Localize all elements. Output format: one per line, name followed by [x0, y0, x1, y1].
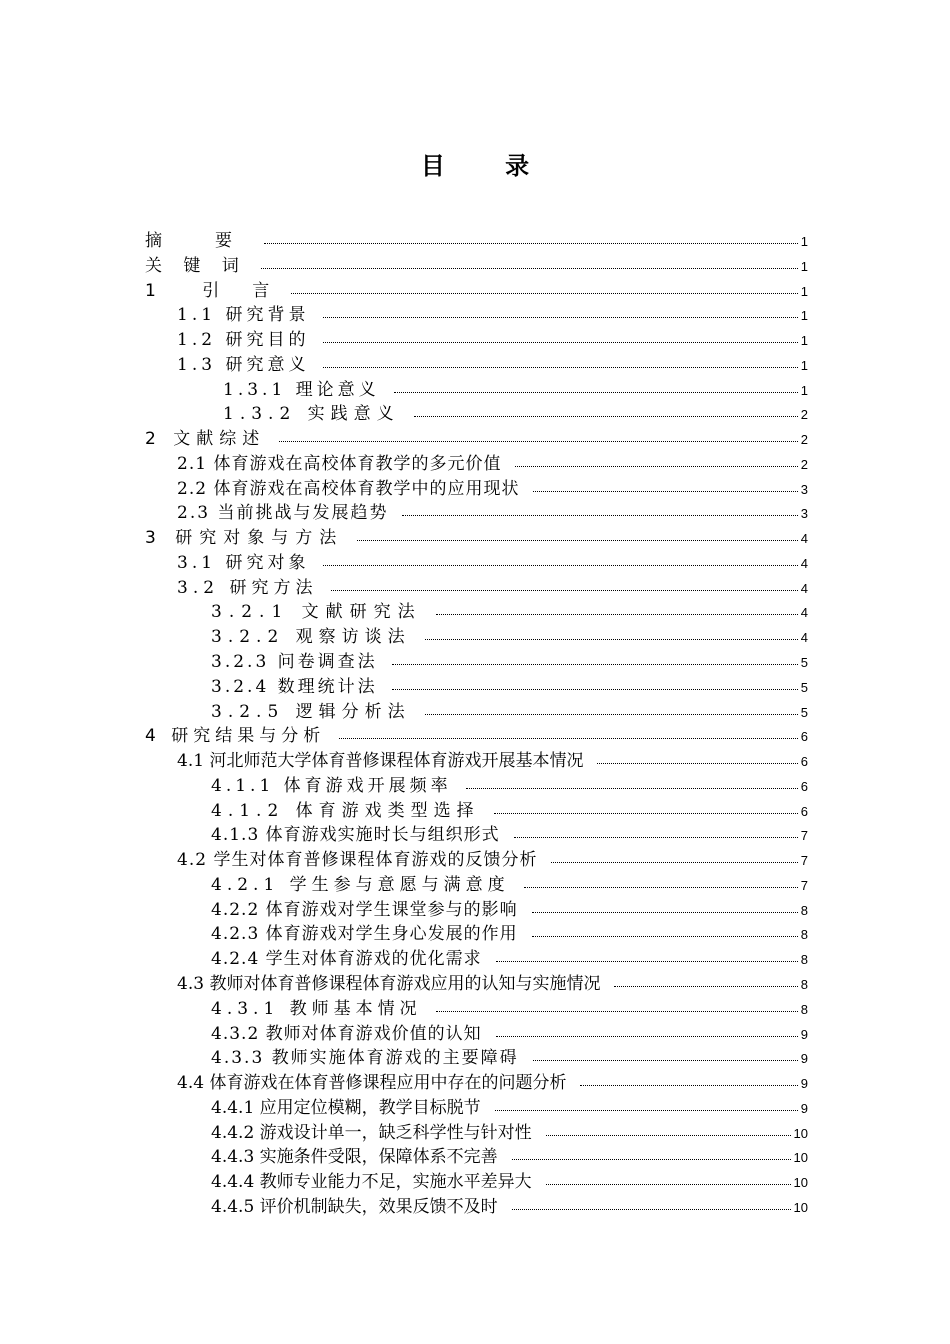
toc-dot-leader	[323, 565, 797, 566]
toc-entry[interactable]	[145, 501, 808, 526]
toc-entry[interactable]	[145, 972, 808, 997]
toc-dot-leader	[512, 1159, 791, 1160]
toc-page-number: 9	[800, 1026, 808, 1042]
toc-page-number: 9	[800, 1076, 808, 1092]
toc-dot-leader	[392, 689, 798, 690]
toc-dot-leader	[533, 1060, 798, 1061]
toc-entry[interactable]	[145, 279, 808, 304]
toc-dot-leader	[551, 862, 797, 863]
toc-dot-leader	[496, 1036, 798, 1037]
toc-page-number: 8	[800, 902, 808, 918]
toc-page-number: 2	[800, 456, 808, 472]
toc-page-number: 9	[800, 1100, 808, 1116]
toc-dot-leader	[394, 392, 798, 393]
toc-page-number: 6	[800, 754, 808, 770]
toc-page-number: 4	[800, 605, 808, 621]
toc-entry[interactable]	[145, 1121, 808, 1146]
toc-entry[interactable]	[145, 947, 808, 972]
toc-dot-leader	[494, 813, 798, 814]
toc-page-number: 1	[800, 234, 808, 249]
toc-dot-leader	[495, 1110, 798, 1111]
toc-entry[interactable]	[145, 378, 808, 403]
toc-page-number: 10	[793, 1175, 808, 1191]
toc-entry-label: 4.1.3 体育游戏实施时长与组织形式	[211, 825, 500, 846]
toc-dot-leader	[323, 342, 797, 343]
toc-entry[interactable]	[145, 402, 808, 427]
toc-page-number: 2	[800, 432, 808, 448]
toc-page-number: 1	[800, 283, 808, 299]
toc-entry[interactable]	[145, 353, 808, 378]
toc-entry-label: 4.1.1 体育游戏开展频率	[211, 775, 452, 796]
toc-page-number: 4	[800, 531, 808, 547]
toc-page-number: 8	[800, 976, 808, 992]
toc-entry[interactable]	[145, 1096, 808, 1121]
toc-page-number: 3	[800, 481, 808, 497]
toc-entry[interactable]	[145, 477, 808, 502]
toc-entry-label: 4.4.2 游戏设计单一，缺乏科学性与针对性	[211, 1122, 532, 1143]
toc-entry[interactable]	[145, 328, 808, 353]
toc-entry[interactable]	[145, 1071, 808, 1096]
toc-entry-label: 2.3 当前挑战与发展趋势	[177, 503, 389, 524]
toc-entry-label: 1.2 研究目的	[177, 330, 310, 351]
toc-entry[interactable]	[145, 873, 808, 898]
toc-entry-label: 4.4.5 评价机制缺失，效果反馈不及时	[211, 1196, 498, 1217]
toc-dot-leader	[402, 515, 797, 516]
toc-dot-leader	[546, 1184, 791, 1185]
toc-entry[interactable]	[145, 675, 808, 700]
toc-entry[interactable]	[145, 1145, 808, 1170]
toc-entry[interactable]	[145, 551, 808, 576]
toc-dot-leader	[414, 416, 798, 417]
toc-entry-label: 4.1.2 体育游戏类型选择	[211, 800, 480, 821]
toc-entry[interactable]	[145, 229, 808, 254]
toc-entry[interactable]	[145, 898, 808, 923]
toc-entry[interactable]	[145, 1195, 808, 1220]
toc-page-number: 1	[800, 357, 808, 373]
toc-entry-label: 4.2.4 学生对体育游戏的优化需求	[211, 949, 482, 970]
toc-page-number: 6	[800, 778, 808, 794]
toc-dot-leader	[496, 961, 798, 962]
toc-dot-leader	[279, 441, 798, 442]
toc-page-number: 1	[800, 382, 808, 398]
toc-entry[interactable]	[145, 700, 808, 725]
toc-entry-label: 2.1 体育游戏在高校体育教学的多元价值	[177, 453, 502, 474]
toc-entry[interactable]	[145, 650, 808, 675]
toc-dot-leader	[533, 491, 797, 492]
toc-entry[interactable]	[145, 1170, 808, 1195]
toc-page-number: 6	[800, 803, 808, 819]
toc-entry-label: 1 引 言	[145, 280, 278, 301]
toc-entry[interactable]	[145, 997, 808, 1022]
toc-page-number: 6	[800, 729, 808, 745]
toc-entry-label: 4.2 学生对体育普修课程体育游戏的反馈分析	[177, 850, 538, 871]
toc-page-number: 5	[800, 704, 808, 720]
toc-dot-leader	[466, 788, 798, 789]
toc-dot-leader	[339, 738, 798, 739]
toc-entry-label: 4.4.4 教师专业能力不足，实施水平差异大	[211, 1172, 532, 1193]
toc-page-number: 8	[800, 952, 808, 968]
toc-dot-leader	[357, 540, 798, 541]
toc-entry[interactable]	[145, 526, 808, 551]
toc-entry[interactable]	[145, 576, 808, 601]
toc-dot-leader	[331, 590, 797, 591]
toc-dot-leader	[614, 986, 797, 987]
table-of-contents	[145, 229, 808, 1220]
toc-entry-label: 4.3.1 教师基本情况	[211, 998, 422, 1019]
toc-dot-leader	[291, 293, 798, 294]
toc-entry-label: 4.2.1 学生参与意愿与满意度	[211, 874, 510, 895]
toc-entry-label: 3.2 研究方法	[177, 577, 318, 598]
toc-dot-leader	[532, 936, 798, 937]
toc-dot-leader	[323, 367, 797, 368]
toc-dot-leader	[392, 664, 798, 665]
toc-dot-leader	[261, 268, 798, 269]
toc-entry-label: 4.4.3 实施条件受限，保障体系不完善	[211, 1147, 498, 1168]
toc-entry-label: 4.3.2 教师对体育游戏价值的认知	[211, 1023, 482, 1044]
toc-dot-leader	[264, 243, 798, 244]
toc-entry-label: 1.1 研究背景	[177, 305, 310, 326]
toc-dot-leader	[546, 1135, 791, 1136]
toc-entry-label: 3.1 研究对象	[177, 552, 310, 573]
toc-page-number: 7	[800, 853, 808, 869]
toc-page-number: 8	[800, 927, 808, 943]
toc-entry[interactable]	[145, 724, 808, 749]
toc-entry[interactable]	[145, 303, 808, 328]
toc-page-number: 5	[800, 679, 808, 695]
toc-dot-leader	[436, 1011, 798, 1012]
toc-entry[interactable]	[145, 254, 808, 279]
toc-entry[interactable]	[145, 452, 808, 477]
toc-entry[interactable]	[145, 749, 808, 774]
toc-page-number: 3	[800, 506, 808, 522]
toc-page-number: 1	[800, 308, 808, 324]
toc-page-number: 7	[800, 877, 808, 893]
toc-page-number: 10	[793, 1199, 808, 1215]
toc-entry[interactable]	[145, 600, 808, 625]
toc-dot-leader	[425, 714, 798, 715]
toc-entry[interactable]	[145, 1022, 808, 1047]
toc-entry-label: 4.2.2 体育游戏对学生课堂参与的影响	[211, 899, 518, 920]
toc-entry-label: 2 文献综述	[145, 429, 266, 450]
toc-entry-label: 4.3 教师对体育普修课程体育游戏应用的认知与实施情况	[177, 973, 601, 994]
toc-page-number: 9	[800, 1051, 808, 1067]
toc-dot-leader	[515, 466, 797, 467]
toc-entry-label: 关 键 词	[145, 255, 247, 276]
toc-dot-leader	[532, 912, 798, 913]
toc-entry-label: 1.3.1 理论意义	[223, 379, 380, 400]
toc-page-number: 8	[800, 1001, 808, 1017]
toc-entry-label: 1.3.2 实践意义	[223, 404, 400, 425]
toc-dot-leader	[580, 1085, 797, 1086]
toc-entry-label: 1.3 研究意义	[177, 354, 310, 375]
toc-dot-leader	[512, 1209, 791, 1210]
toc-dot-leader	[524, 887, 798, 888]
toc-entry-label: 3.2.2 观察访谈法	[211, 627, 411, 648]
toc-page-number: 4	[800, 555, 808, 571]
toc-page-number: 4	[800, 630, 808, 646]
toc-entry-label: 3.2.5 逻辑分析法	[211, 701, 411, 722]
toc-entry[interactable]	[145, 823, 808, 848]
toc-page-number: 1	[800, 333, 808, 349]
toc-page-number: 1	[800, 258, 808, 274]
toc-dot-leader	[514, 837, 798, 838]
toc-dot-leader	[436, 614, 798, 615]
toc-entry-label: 4.4.1 应用定位模糊，教学目标脱节	[211, 1097, 481, 1118]
toc-page-number: 4	[800, 580, 808, 596]
toc-entry-label: 摘 要	[145, 231, 250, 251]
toc-entry[interactable]	[145, 848, 808, 873]
toc-title: 目 录	[420, 152, 556, 180]
toc-entry[interactable]	[145, 427, 808, 452]
toc-dot-leader	[323, 317, 797, 318]
toc-entry[interactable]	[145, 774, 808, 799]
toc-page-number: 2	[800, 407, 808, 423]
toc-dot-leader	[425, 639, 798, 640]
toc-entry[interactable]	[145, 799, 808, 824]
toc-entry-label: 4.3.3 教师实施体育游戏的主要障碍	[211, 1048, 519, 1069]
toc-entry-label: 3 研究对象与方法	[145, 528, 344, 549]
toc-entry-label: 4.4 体育游戏在体育普修课程应用中存在的问题分析	[177, 1073, 567, 1094]
toc-entry-label: 4.1 河北师范大学体育普修课程体育游戏开展基本情况	[177, 751, 584, 772]
toc-entry-label: 3.2.1 文献研究法	[211, 602, 422, 623]
toc-page-number: 10	[793, 1150, 808, 1166]
toc-entry-label: 2.2 体育游戏在高校体育教学中的应用现状	[177, 478, 520, 499]
toc-entry-label: 4 研究结果与分析	[145, 726, 326, 747]
toc-entry-label: 3.2.3 问卷调查法	[211, 652, 378, 673]
toc-dot-leader	[597, 763, 797, 764]
toc-entry-label: 4.2.3 体育游戏对学生身心发展的作用	[211, 924, 518, 945]
toc-entry-label: 3.2.4 数理统计法	[211, 676, 378, 697]
toc-page-number: 10	[793, 1125, 808, 1141]
toc-page-number: 5	[800, 655, 808, 671]
toc-entry[interactable]	[145, 1046, 808, 1071]
toc-page-number: 7	[800, 828, 808, 844]
toc-entry[interactable]	[145, 625, 808, 650]
toc-entry[interactable]	[145, 922, 808, 947]
